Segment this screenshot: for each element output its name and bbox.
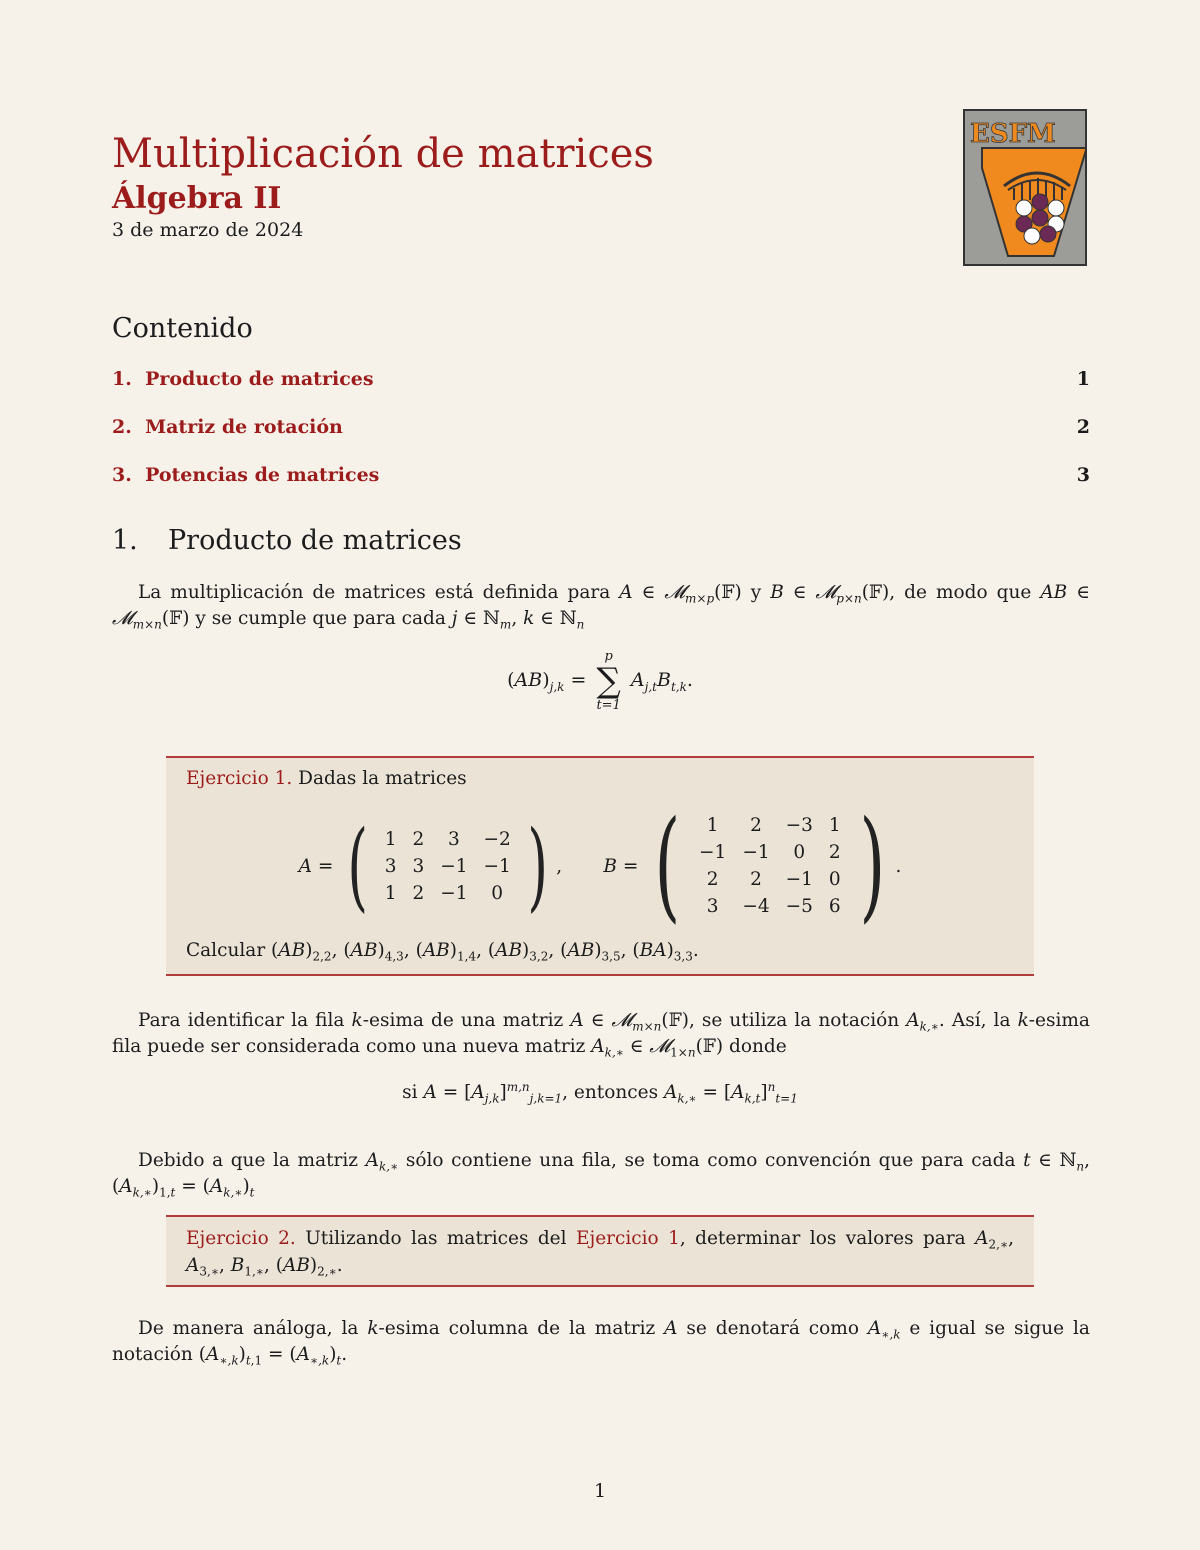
- exercise-1-heading: Ejercicio 1.: [186, 768, 293, 789]
- matrix-b-cell: −3: [785, 815, 813, 836]
- matrix-b: ( 1 2 −3 1 −1 −1 0 2 2 2 −1 0 3 −4 −5 6 ): [654, 796, 885, 935]
- toc-item-3[interactable]: [112, 464, 1090, 490]
- matrix-a-cell: 3: [448, 828, 460, 850]
- toc-page-number: 1: [1076, 368, 1090, 390]
- equation-product: $(AB)_{j,k}$ = p ∑ t=1 $A_{j,t}B_{t,k}$.: [507, 649, 693, 713]
- matrix-b-cell: 6: [828, 896, 841, 917]
- toc-item-link[interactable]: 2. Matriz de rotación: [112, 416, 343, 438]
- matrix-a: ( 1 2 3 −2 3 3 −1 −1 1 2 −1 0 ): [347, 810, 548, 922]
- matrix-a-cell: −2: [483, 828, 511, 850]
- document-date: 3 de marzo de 2024: [112, 219, 304, 241]
- matrix-b-cell: 2: [706, 869, 719, 890]
- exercise-2-heading: Ejercicio 2.: [186, 1228, 296, 1249]
- logo-text: ESFM: [970, 119, 1056, 149]
- matrix-a-cell: 3: [384, 855, 397, 877]
- exercise-1-text: Dadas la matrices: [298, 768, 467, 789]
- exercise-1-box: [166, 756, 1034, 976]
- exercise-2-box: Ejercicio 2. Utilizando las matrices del Ejercicio 1, determinar los valores para $A_{2,∗}$, $A_{3,∗}$, $B_{1,∗}$, $(AB)_{2,∗}$.: [166, 1215, 1034, 1287]
- exercise-1-calc: Calcular $(AB)_{2,2}$, $(AB)_{4,3}$, $(AB)_{1,4}$, $(AB)_{3,2}$, $(AB)_{3,5}$, $(BA)_{3,3}$.: [186, 940, 699, 964]
- matrix-a-cell: −1: [440, 882, 468, 904]
- paragraph-row-notation: Para identificar la fila k-esima de una matriz A ∈ 𝓜$_{m\times n}$(𝔽), se utiliza la notación $A_{k,∗}$. Así, la k-esima fila puede ser considerada como una nueva matriz $A_{k,∗}$ ∈ 𝓜$_{1\times n}$(𝔽) donde: [112, 1010, 1090, 1060]
- matrix-a-cell: 2: [412, 828, 425, 850]
- matrix-a-cell: 0: [491, 882, 504, 904]
- matrix-b-cell: 2: [750, 815, 762, 836]
- matrix-a-cell: 1: [384, 882, 397, 904]
- matrix-b-cell: 3: [706, 896, 719, 917]
- matrix-b-cell: −1: [699, 842, 727, 863]
- matrix-b-cell: −4: [742, 896, 770, 917]
- exercise-1-link[interactable]: Ejercicio 1: [575, 1228, 680, 1249]
- toc-page-number: 2: [1076, 416, 1090, 438]
- paragraph-convention: Debido a que la matriz $A_{k,∗}$ sólo contiene una fila, se toma como convención que para cada t ∈ ℕ$_n$, $(A_{k,∗})_{1,t} = (A_{k,∗})_t$: [112, 1150, 1090, 1200]
- matrix-b-cell: 2: [828, 842, 841, 863]
- esfm-logo: [962, 108, 1090, 268]
- toc-title: Contenido: [112, 313, 253, 344]
- matrix-b-cell: −1: [785, 869, 813, 890]
- matrix-b-cell: 0: [793, 842, 806, 863]
- toc-item-link[interactable]: 3. Potencias de matrices: [112, 464, 380, 486]
- matrix-a-cell: 1: [384, 828, 397, 850]
- document-subtitle: Álgebra II: [112, 181, 282, 216]
- matrix-b-cell: 1: [706, 815, 719, 836]
- equation-row: si $A = [A_{j,k}]^{m,n}_{j,k=1}$, entonces $A_{k,∗} = [A_{k,t}]^n_{t=1}$: [402, 1079, 798, 1106]
- matrix-b-cell: 2: [750, 869, 762, 890]
- matrix-b-cell: 1: [828, 815, 841, 836]
- matrix-b-cell: 0: [828, 869, 841, 890]
- matrix-a-cell: −1: [483, 855, 511, 877]
- matrix-a-cell: 2: [412, 882, 425, 904]
- matrix-b-cell: −1: [742, 842, 770, 863]
- paragraph-definition: La multiplicación de matrices está definida para A ∈ 𝓜$_{m\times p}$(𝔽) y B ∈ 𝓜$_{p\times n}$(𝔽), de modo que AB ∈ 𝓜$_{m\times n}$(𝔽) y se cumple que para cada j ∈ ℕ$_m$, k ∈ ℕ$_n$: [112, 582, 1090, 632]
- toc-item-1[interactable]: [112, 368, 1090, 394]
- document-title: Multiplicación de matrices: [112, 131, 654, 177]
- toc-item-2[interactable]: [112, 416, 1090, 442]
- matrix-b-cell: −5: [785, 896, 813, 917]
- matrix-a-cell: 3: [412, 855, 425, 877]
- paragraph-column-notation: De manera análoga, la k-esima columna de la matriz A se denotará como $A_{∗,k}$ e igual se sigue la notación $(A_{∗,k})_{t,1} = (A_{∗,k})_t$.: [112, 1318, 1090, 1368]
- page-number: 1: [593, 1480, 607, 1502]
- matrix-a-cell: −1: [440, 855, 468, 877]
- toc-page-number: 3: [1076, 464, 1090, 486]
- section-heading: 1. Producto de matrices: [112, 525, 462, 556]
- exercise-1-matrices: A = ( 1 2 3 −2 3 3 −1 −1 1 2 −1 0 ) , B = ( 1 2 −3 1 −1 −1 0 2 2 2 −1 0 3 −4 −5 6 ) .: [298, 796, 902, 935]
- toc-item-link[interactable]: 1. Producto de matrices: [112, 368, 374, 390]
